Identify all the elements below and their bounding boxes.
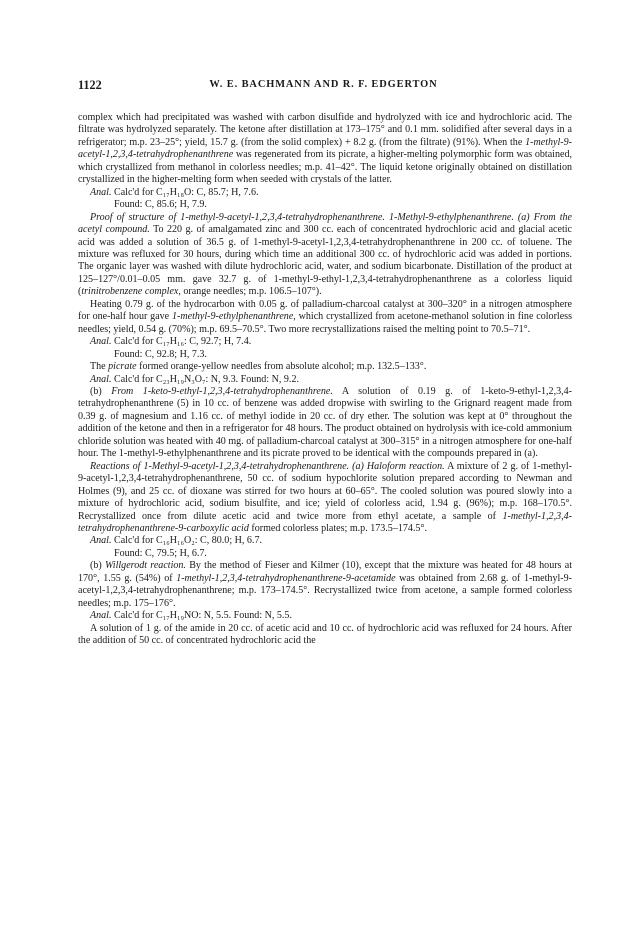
italic-text: From 1-keto-9-ethyl-1,2,3,4-tetrahydrophenanthrene. bbox=[111, 385, 333, 397]
text-run: , orange needles; m.p. 106.5–107°). bbox=[178, 286, 322, 298]
text-run: The bbox=[90, 361, 109, 373]
page-header bbox=[78, 77, 569, 93]
text-run: Calc'd for C₁₇H₁₈O: C, 85.7; H, 7.6. bbox=[111, 186, 259, 198]
paragraph bbox=[78, 535, 572, 547]
article-body bbox=[78, 112, 572, 912]
italic-text: 1-methyl-9-ethylphenanthrene bbox=[172, 311, 294, 323]
italic-text: picrate bbox=[108, 361, 137, 373]
italic-text: Reactions of 1-Methyl-9-acetyl-1,2,3,4-tetrahydrophenanthrene. (a) Haloform reaction. bbox=[90, 460, 445, 472]
paragraph bbox=[78, 623, 572, 648]
running-head: W. E. BACHMANN AND R. F. EDGERTON bbox=[209, 79, 438, 90]
paragraph bbox=[78, 336, 572, 348]
text-run: Calc'd for C₁₆H₁₆O₂: C, 80.0; H, 6.7. bbox=[111, 535, 262, 547]
text-run: , which crystallized from acetone-methanol solution in fine colorless needles; yield, 0.54 g. (70%); m.p. 69.5–70.5°. Two more recrystallizations raised the melting point to 70.5–71°. bbox=[78, 311, 572, 335]
text-run: was regenerated from its picrate, a higher-melting polymorphic form was obtained, which crystallized from methanol in colorless needles; m.p. 41–42°. The liquid ketone originally obtained on distillation crystallized in the higher-melting form when seeded with crystals of the latter. bbox=[78, 149, 572, 186]
text-run: was obtained from 2.68 g. of 1-methyl-9-acetyl-1,2,3,4-tetrahydrophenanthrene; m.p. 173–174.5°. Recrystallized twice from acetone, a sample formed colorless needles; m.p. 175–176°. bbox=[78, 572, 572, 609]
italic-text: Proof of structure of 1-methyl-9-acetyl-1,2,3,4-tetrahydrophenanthrene. 1-Methyl-9-ethylphenanthrene. (a) From the acetyl compound. bbox=[78, 211, 572, 236]
paragraph bbox=[78, 610, 572, 622]
text-run: A solution of 0.19 g. of 1-keto-9-ethyl-1,2,3,4-tetrahydrophenanthrene (5) in 10 cc. of benzene was added dropwise with swirling to the Grignard reagent made from 0.39 g. of magnesium and 1.16 cc. of methyl iodide in 20 cc. of dry ether. The solution was kept at 0° throughout the addition of the ketone and then in a refrigerator for 48 hours. The product obtained on hydrolysis with ice-cold ammonium chloride solution was heated with 40 mg. of palladium-charcoal catalyst at 300–315° in a nitrogen atmosphere for one-half hour. The 1-methyl-9-ethylphenanthrene and its picrate proved to be identical with the compounds prepared in (a). bbox=[78, 385, 572, 460]
paragraph bbox=[78, 349, 572, 361]
paragraph bbox=[78, 548, 572, 560]
text-run: Heating 0.79 g. of the hydrocarbon with 0.05 g. of palladium-charcoal catalyst at 300–320° in a nitrogen atmosphere for one-half hour gave bbox=[78, 298, 572, 323]
text-run: (b) bbox=[90, 385, 112, 397]
paragraph bbox=[78, 361, 572, 373]
italic-text: 1-methyl-1,2,3,4-tetrahydrophenanthrene-9-carboxylic acid bbox=[78, 510, 572, 534]
italic-text: Anal. bbox=[90, 535, 112, 547]
page-number: 1122 bbox=[78, 78, 102, 92]
text-run: formed colorless plates; m.p. 173.5–174.5°. bbox=[248, 522, 427, 534]
paragraph bbox=[78, 560, 572, 610]
paragraph bbox=[78, 212, 572, 299]
italic-text: 1-methyl-9-acetyl-1,2,3,4-tetrahydrophenanthrene bbox=[78, 136, 572, 161]
paragraph bbox=[78, 374, 572, 386]
text-run: (b) bbox=[90, 560, 105, 572]
paragraph bbox=[78, 461, 572, 536]
text-run: Calc'd for C₂₃H₁₉N₃O₇: N, 9.3. Found: N, 9.2. bbox=[111, 373, 299, 385]
text-run: Found: C, 85.6; H, 7.9. bbox=[114, 199, 207, 211]
italic-text: trinitrobenzene complex bbox=[81, 286, 179, 298]
italic-text: Anal. bbox=[90, 336, 112, 348]
paragraph bbox=[78, 386, 572, 461]
paragraph bbox=[78, 299, 572, 336]
text-run: A mixture of 2 g. of 1-methyl-9-acetyl-1,2,3,4-tetrahydrophenanthrene, 50 cc. of sodium hypochlorite solution prepared according to Newman and Holmes (9), and 25 cc. of dioxane was stirred for two hours at 60–65°. The cooled solution was poured slowly into a mixture of hydrochloric acid, sodium bisulfite, and ice; yield of colorless acid, 1.94 g. (96%); m.p. 168–170.5°. Recrystallized once from dilute acetic acid and twice more from ethyl acetate, a sample of bbox=[78, 460, 572, 522]
italic-text: Anal. bbox=[90, 373, 112, 385]
text-run: Calc'd for C₁₇H₁₆: C, 92.7; H, 7.4. bbox=[111, 336, 252, 348]
text-run: Found: C, 79.5; H, 6.7. bbox=[114, 547, 207, 559]
text-run: A solution of 1 g. of the amide in 20 cc. of acetic acid and 10 cc. of hydrochloric acid was refluxed for 24 hours. After the addition of 50 cc. of concentrated hydrochloric acid the bbox=[78, 622, 572, 647]
italic-text: Anal. bbox=[90, 610, 112, 622]
paragraph bbox=[78, 187, 572, 199]
italic-text: 1-methyl-1,2,3,4-tetrahydrophenanthrene-9-acetamide bbox=[176, 572, 396, 584]
paragraph bbox=[78, 112, 572, 187]
text-run: formed orange-yellow needles from absolute alcohol; m.p. 132.5–133°. bbox=[136, 361, 427, 373]
italic-text: Willgerodt reaction. bbox=[104, 560, 186, 572]
text-run: complex which had precipitated was washed with carbon disulfide and hydrolyzed with ice and hydrochloric acid. The filtrate was hydrolyzed separately. The ketone after distillation at 173–175° and 0.1 mm. solidified after several days in a refrigerator; m.p. 23–25°; yield, 15.7 g. (from the solid complex) + 8.2 g. (from the filtrate) (91%). When the bbox=[78, 112, 572, 148]
italic-text: Anal. bbox=[90, 186, 112, 198]
paragraph bbox=[78, 199, 572, 211]
text-run: To 220 g. of amalgamated zinc and 300 cc. each of concentrated hydrochloric acid and glacial acetic acid was added a solution of 36.5 g. of 1-methyl-9-acetyl-1,2,3,4-tetrahydrophenanthrene in 200 cc. of toluene. The mixture was refluxed for 30 hours, during which time an additional 300 cc. of hydrochloric acid was added in portions. The organic layer was washed with dilute hydrochloric acid, water, and sodium bicarbonate. Distillation of the product at 125–127°/0.01–0.05 mm. gave 32.7 g. of 1-methyl-9-ethyl-1,2,3,4-tetrahydrophenanthrene as a colorless liquid ( bbox=[78, 224, 572, 298]
text-run: By the method of Fieser and Kilmer (10), except that the mixture was heated for 48 hours at 170°, 1.55 g. (54%) of bbox=[78, 560, 572, 584]
text-run: Calc'd for C₁₇H₁₉NO: N, 5.5. Found: N, 5.5. bbox=[111, 610, 292, 622]
text-run: Found: C, 92.8; H, 7.3. bbox=[114, 348, 207, 360]
